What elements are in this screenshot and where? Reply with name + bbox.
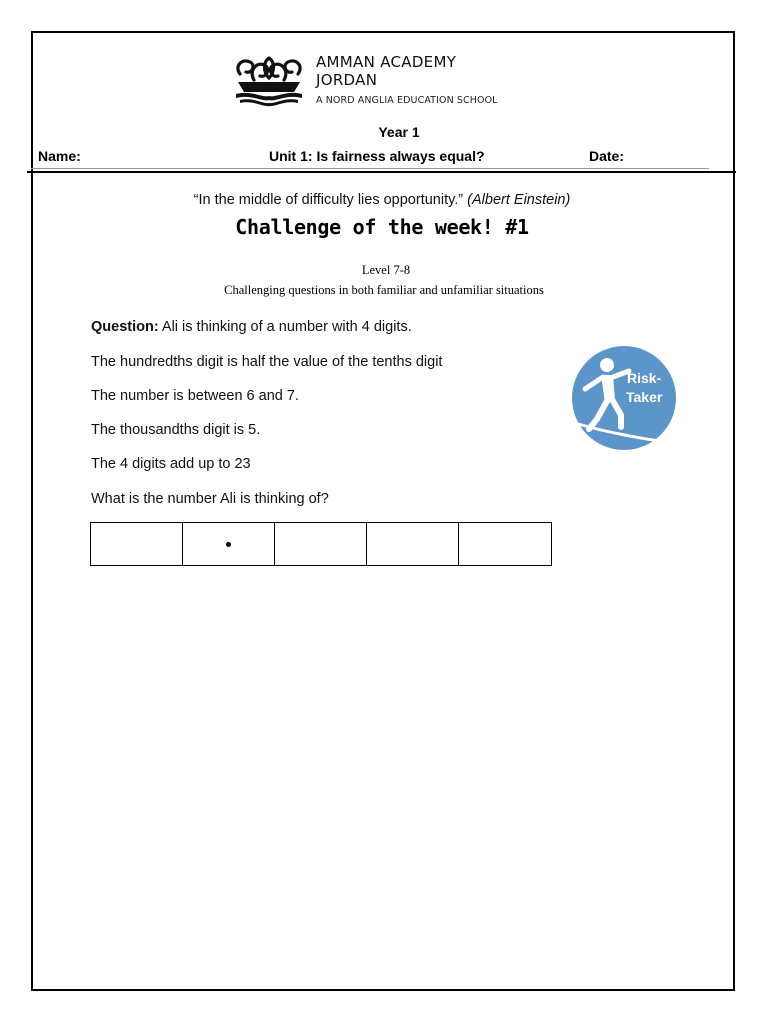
header-rule xyxy=(27,171,736,173)
unit-title: Unit 1: Is fairness always equal? xyxy=(269,148,485,164)
answer-cell-2[interactable] xyxy=(183,523,275,565)
challenge-title: Challenge of the week! #1 xyxy=(235,215,529,239)
crest-logo-icon xyxy=(232,52,306,108)
name-label: Name: xyxy=(38,148,81,164)
decimal-point xyxy=(226,542,231,547)
answer-cell-1[interactable] xyxy=(91,523,183,565)
level-description: Challenging questions in both familiar and unfamiliar situations xyxy=(224,283,544,297)
page-border xyxy=(31,31,735,991)
answer-cell-3[interactable] xyxy=(275,523,367,565)
year-label: Year 1 xyxy=(378,124,420,140)
badge-line2: Taker xyxy=(626,389,663,405)
school-name-line1: AMMAN ACADEMY xyxy=(316,53,457,71)
question-prompt: What is the number Ali is thinking of? xyxy=(91,491,329,507)
clue-4: The 4 digits add up to 23 xyxy=(91,456,251,472)
date-label: Date: xyxy=(589,148,625,164)
clue-2: The number is between 6 and 7. xyxy=(91,388,299,404)
school-tagline: A NORD ANGLIA EDUCATION SCHOOL xyxy=(316,95,498,106)
header-rule-light xyxy=(31,168,709,169)
badge-line1: Risk- xyxy=(627,370,662,386)
risk-taker-badge xyxy=(571,345,677,451)
school-name xyxy=(316,53,456,89)
clue-1: The hundredths digit is half the value of the tenths digit xyxy=(91,354,443,370)
question-intro-text: Ali is thinking of a number with 4 digits. xyxy=(158,319,412,335)
answer-grid xyxy=(90,522,552,566)
quote xyxy=(0,192,764,208)
quote-text: “In the middle of difficulty lies opportunity.” xyxy=(193,192,464,208)
answer-cell-4[interactable] xyxy=(367,523,459,565)
question-label: Question: xyxy=(91,319,159,335)
answer-cell-5[interactable] xyxy=(459,523,551,565)
level-label: Level 7-8 xyxy=(361,263,411,277)
clue-3: The thousandths digit is 5. xyxy=(91,422,261,438)
quote-author: (Albert Einstein) xyxy=(467,192,571,208)
school-name-line2: JORDAN xyxy=(316,71,378,89)
question-intro xyxy=(91,319,412,335)
